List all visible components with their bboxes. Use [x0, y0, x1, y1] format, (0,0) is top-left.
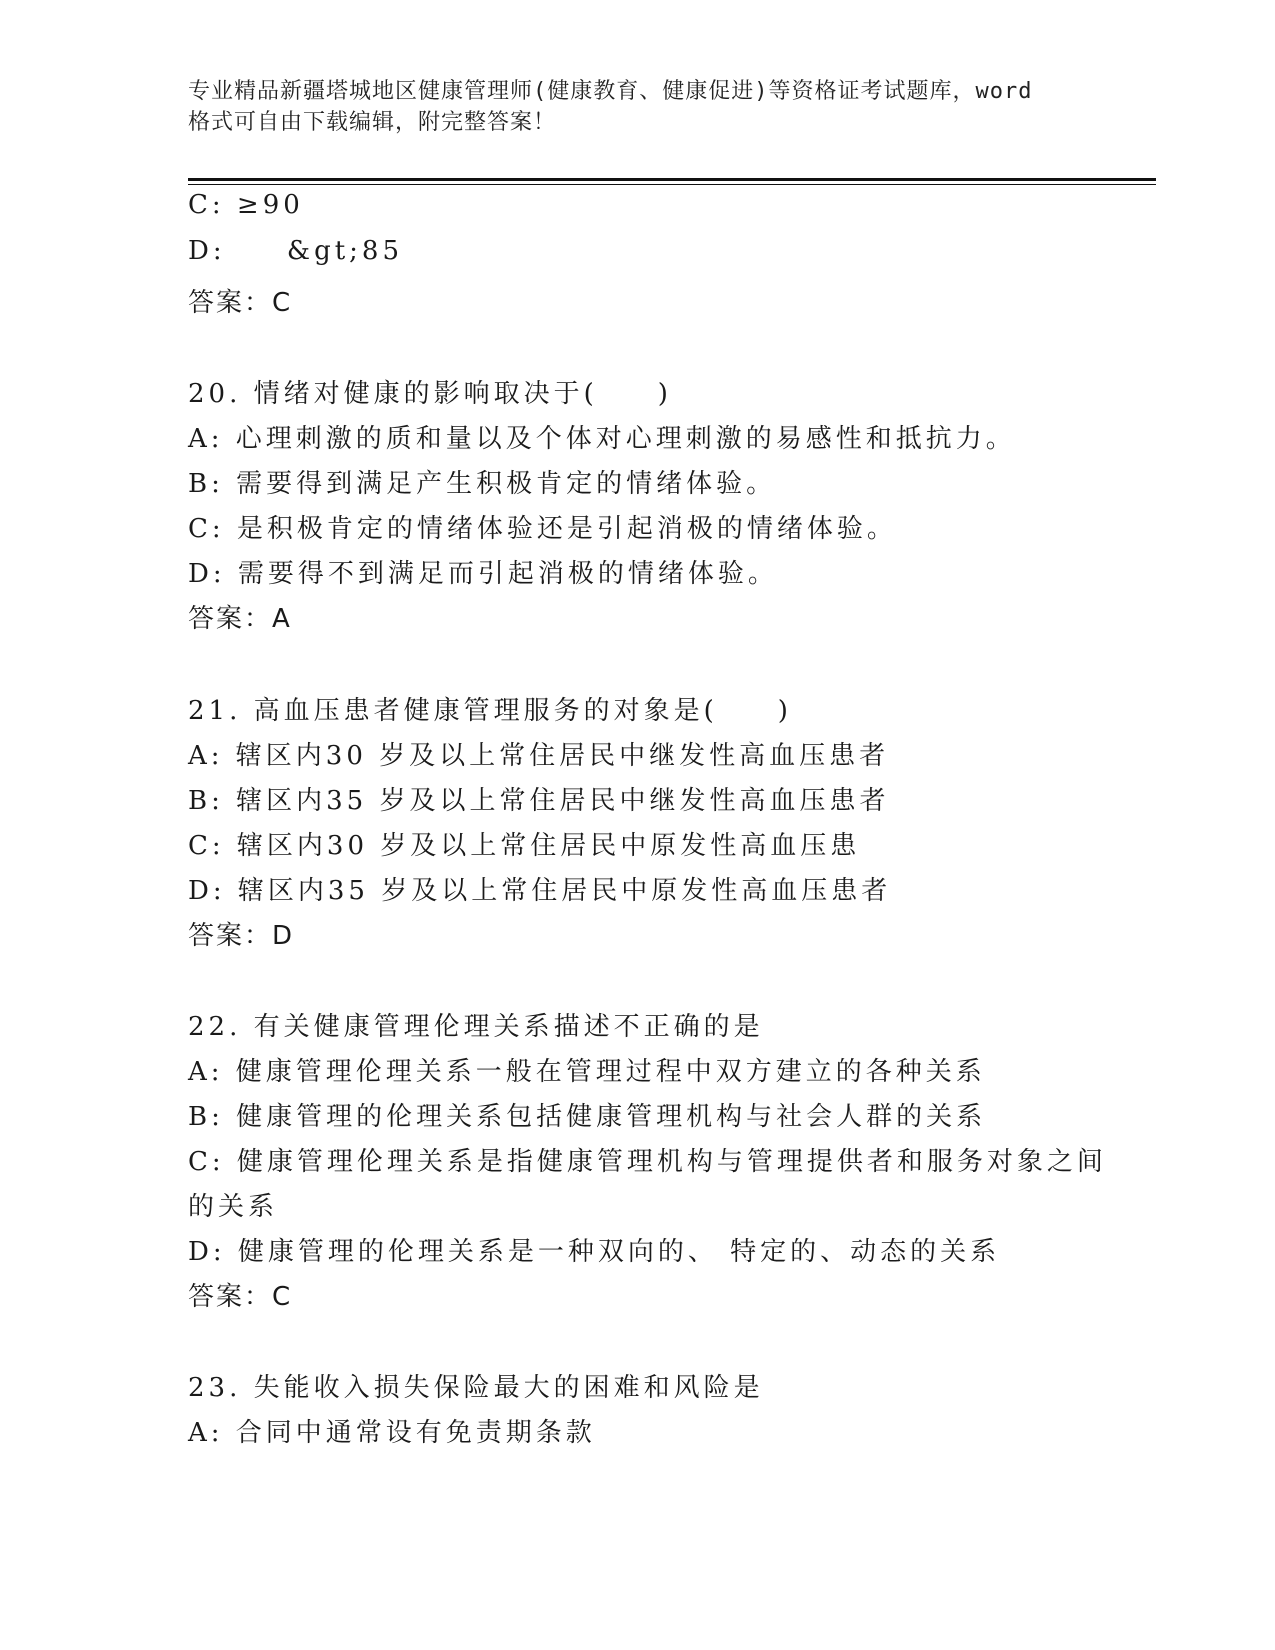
q23-option-a: A: 合同中通常设有免责期条款	[188, 1418, 596, 1448]
q21-option-c: C: 辖区内30 岁及以上常住居民中原发性高血压患	[188, 831, 861, 861]
q22-option-b: B: 健康管理的伦理关系包括健康管理机构与社会人群的关系	[188, 1102, 987, 1132]
q20-option-c: C: 是积极肯定的情绪体验还是引起消极的情绪体验。	[188, 514, 897, 544]
header-line-2: 格式可自由下载编辑，附完整答案！	[188, 110, 557, 135]
q20-stem: 20. 情绪对健康的影响取决于( )	[188, 379, 672, 409]
q19-option-c: C: ≥90	[188, 190, 304, 220]
header-line-1: 专业精品新疆塔城地区健康管理师(健康教育、健康促进)等资格证考试题库，word	[188, 79, 1033, 104]
q22-option-a: A: 健康管理伦理关系一般在管理过程中双方建立的各种关系	[188, 1057, 986, 1087]
header-rule-thick	[188, 178, 1156, 181]
q19-answer: 答案：C	[188, 288, 293, 318]
q20-option-a: A: 心理刺激的质和量以及个体对心理刺激的易感性和抵抗力。	[188, 424, 1016, 454]
q22-option-d: D: 健康管理的伦理关系是一种双向的、 特定的、动态的关系	[188, 1237, 1001, 1267]
q21-answer: 答案：D	[188, 921, 295, 951]
q22-option-c: C: 健康管理伦理关系是指健康管理机构与管理提供者和服务对象之间	[188, 1147, 1107, 1177]
q22-option-c-continued: 的关系	[188, 1192, 279, 1222]
header-rule-thin	[188, 184, 1156, 185]
q21-option-d: D: 辖区内35 岁及以上常住居民中原发性高血压患者	[188, 876, 892, 906]
q21-option-b: B: 辖区内35 岁及以上常住居民中继发性高血压患者	[188, 786, 890, 816]
q22-stem: 22. 有关健康管理伦理关系描述不正确的是	[188, 1012, 764, 1042]
page-header	[188, 76, 1088, 138]
q20-answer: 答案：A	[188, 604, 292, 634]
q20-option-b: B: 需要得到满足产生积极肯定的情绪体验。	[188, 469, 777, 499]
q21-stem: 21. 高血压患者健康管理服务的对象是( )	[188, 696, 792, 726]
q23-stem: 23. 失能收入损失保险最大的困难和风险是	[188, 1373, 764, 1403]
q20-option-d: D: 需要得不到满足而引起消极的情绪体验。	[188, 559, 778, 589]
q22-answer: 答案：C	[188, 1282, 293, 1312]
q19-option-d: D: &gt;85	[188, 236, 404, 266]
q21-option-a: A: 辖区内30 岁及以上常住居民中继发性高血压患者	[188, 741, 890, 771]
